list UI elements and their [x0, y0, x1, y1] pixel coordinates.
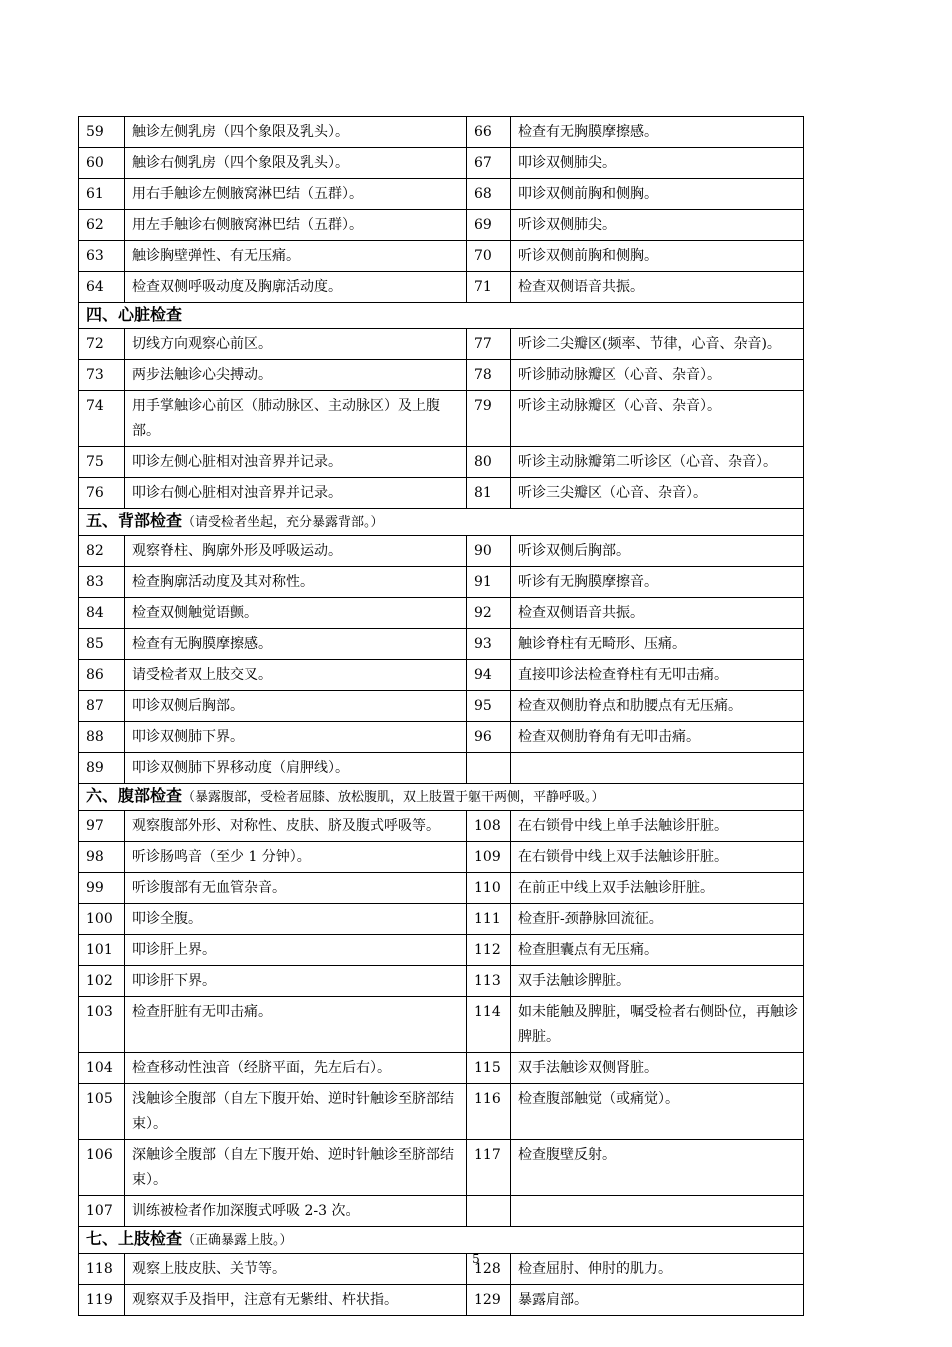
item-number: 81: [467, 478, 511, 509]
item-number: 113: [467, 966, 511, 997]
table-row: [79, 842, 804, 873]
item-number: 98: [79, 842, 125, 873]
item-text: 检查双侧触觉语颤。: [125, 598, 467, 629]
table-row: [79, 660, 804, 691]
item-number: 70: [467, 241, 511, 272]
item-text: 用左手触诊右侧腋窝淋巴结（五群）。: [125, 210, 467, 241]
item-text: 检查双侧语音共振。: [511, 598, 804, 629]
item-number: 87: [79, 691, 125, 722]
item-text: 叩诊左侧心脏相对浊音界并记录。: [125, 447, 467, 478]
table-row: [79, 360, 804, 391]
item-number: 68: [467, 179, 511, 210]
table-row: [79, 1140, 804, 1196]
item-number: 90: [467, 536, 511, 567]
item-number: 83: [79, 567, 125, 598]
item-number: 72: [79, 329, 125, 360]
item-text: 检查肝脏有无叩击痛。: [125, 997, 467, 1053]
section-header-row: [79, 1227, 804, 1254]
item-text: 直接叩诊法检查脊柱有无叩击痛。: [511, 660, 804, 691]
table-row: [79, 478, 804, 509]
section-header: [79, 784, 804, 811]
item-number: 67: [467, 148, 511, 179]
table-row: [79, 272, 804, 303]
item-text: 听诊三尖瓣区（心音、杂音）。: [511, 478, 804, 509]
item-number: 89: [79, 753, 125, 784]
item-text: 训练被检者作加深腹式呼吸 2-3 次。: [125, 1196, 467, 1227]
item-number: 119: [79, 1285, 125, 1316]
item-number: 85: [79, 629, 125, 660]
table-row: [79, 811, 804, 842]
exam-checklist-table: [78, 116, 804, 1316]
item-text: 两步法触诊心尖搏动。: [125, 360, 467, 391]
section-note: （正确暴露上肢。）: [182, 1233, 293, 1248]
item-number: 94: [467, 660, 511, 691]
item-number: 99: [79, 873, 125, 904]
item-text: 用手掌触诊心前区（肺动脉区、主动脉区）及上腹部。: [125, 391, 467, 447]
table-row: [79, 536, 804, 567]
item-number: 129: [467, 1285, 511, 1316]
item-number: 118: [79, 1254, 125, 1285]
item-number: 88: [79, 722, 125, 753]
section-header-row: [79, 509, 804, 536]
item-number: 97: [79, 811, 125, 842]
item-number: 92: [467, 598, 511, 629]
item-number: 110: [467, 873, 511, 904]
section-header-row: [79, 784, 804, 811]
item-text: 检查有无胸膜摩擦感。: [125, 629, 467, 660]
page-number: 5: [472, 1252, 480, 1266]
item-number: [467, 753, 511, 784]
item-text: 触诊右侧乳房（四个象限及乳头）。: [125, 148, 467, 179]
item-number: 107: [79, 1196, 125, 1227]
item-number: 96: [467, 722, 511, 753]
item-number: 104: [79, 1053, 125, 1084]
item-text: [511, 1196, 804, 1227]
item-number: 106: [79, 1140, 125, 1196]
item-text: 用右手触诊左侧腋窝淋巴结（五群）。: [125, 179, 467, 210]
item-text: 触诊脊柱有无畸形、压痛。: [511, 629, 804, 660]
item-text: 听诊主动脉瓣区（心音、杂音）。: [511, 391, 804, 447]
section-header-row: [79, 303, 804, 329]
item-number: 79: [467, 391, 511, 447]
item-number: 73: [79, 360, 125, 391]
item-text: 检查腹部触觉（或痛觉）。: [511, 1084, 804, 1140]
item-text: 触诊左侧乳房（四个象限及乳头）。: [125, 117, 467, 148]
item-number: 80: [467, 447, 511, 478]
item-text: 听诊有无胸膜摩擦音。: [511, 567, 804, 598]
item-text: 如未能触及脾脏，嘱受检者右侧卧位，再触诊脾脏。: [511, 997, 804, 1053]
table-row: [79, 598, 804, 629]
section-note: （请受检者坐起，充分暴露背部。）: [182, 515, 384, 530]
item-number: 86: [79, 660, 125, 691]
item-number: 78: [467, 360, 511, 391]
item-number: 71: [467, 272, 511, 303]
item-number: 95: [467, 691, 511, 722]
table-row: [79, 1053, 804, 1084]
table-row: [79, 329, 804, 360]
item-number: 82: [79, 536, 125, 567]
item-text: 观察腹部外形、对称性、皮肤、脐及腹式呼吸等。: [125, 811, 467, 842]
item-text: 检查腹壁反射。: [511, 1140, 804, 1196]
table-row: [79, 722, 804, 753]
table-row: [79, 691, 804, 722]
item-text: 叩诊双侧肺下界。: [125, 722, 467, 753]
section-header: [79, 303, 804, 329]
item-text: 听诊二尖瓣区(频率、节律，心音、杂音)。: [511, 329, 804, 360]
item-text: 双手法触诊双侧肾脏。: [511, 1053, 804, 1084]
item-text: 检查双侧呼吸动度及胸廓活动度。: [125, 272, 467, 303]
item-text: 观察双手及指甲，注意有无紫绀、杵状指。: [125, 1285, 467, 1316]
table-row: [79, 1196, 804, 1227]
table-row: [79, 966, 804, 997]
item-number: 108: [467, 811, 511, 842]
table-row: [79, 629, 804, 660]
item-text: 在前正中线上双手法触诊肝脏。: [511, 873, 804, 904]
item-text: 听诊主动脉瓣第二听诊区（心音、杂音）。: [511, 447, 804, 478]
item-number: 101: [79, 935, 125, 966]
table-row: [79, 241, 804, 272]
item-number: 61: [79, 179, 125, 210]
item-number: 117: [467, 1140, 511, 1196]
item-text: 检查移动性浊音（经脐平面，先左后右）。: [125, 1053, 467, 1084]
item-text: 在右锁骨中线上双手法触诊肝脏。: [511, 842, 804, 873]
item-text: 听诊腹部有无血管杂音。: [125, 873, 467, 904]
item-text: 请受检者双上肢交叉。: [125, 660, 467, 691]
item-text: 叩诊双侧前胸和侧胸。: [511, 179, 804, 210]
item-text: 叩诊肝下界。: [125, 966, 467, 997]
section-header: [79, 1227, 804, 1254]
table-row: [79, 935, 804, 966]
item-number: [467, 1196, 511, 1227]
item-text: 叩诊双侧肺尖。: [511, 148, 804, 179]
item-text: 观察脊柱、胸廓外形及呼吸运动。: [125, 536, 467, 567]
item-text: 切线方向观察心前区。: [125, 329, 467, 360]
item-text: 检查胆囊点有无压痛。: [511, 935, 804, 966]
section-title: 七、上肢检查: [86, 1229, 183, 1248]
table-row: [79, 391, 804, 447]
item-number: 74: [79, 391, 125, 447]
item-text: 检查双侧肋脊点和肋腰点有无压痛。: [511, 691, 804, 722]
table-row: [79, 210, 804, 241]
item-text: 检查双侧肋脊角有无叩击痛。: [511, 722, 804, 753]
item-number: 115: [467, 1053, 511, 1084]
item-text: 叩诊右侧心脏相对浊音界并记录。: [125, 478, 467, 509]
item-text: 浅触诊全腹部（自左下腹开始、逆时针触诊至脐部结束）。: [125, 1084, 467, 1140]
item-text: 听诊双侧前胸和侧胸。: [511, 241, 804, 272]
item-text: 叩诊双侧肺下界移动度（肩胛线）。: [125, 753, 467, 784]
item-text: 听诊肺动脉瓣区（心音、杂音）。: [511, 360, 804, 391]
item-number: 77: [467, 329, 511, 360]
item-number: 63: [79, 241, 125, 272]
item-number: 103: [79, 997, 125, 1053]
item-text: 听诊双侧肺尖。: [511, 210, 804, 241]
section-note: （暴露腹部，受检者屈膝、放松腹肌，双上肢置于躯干两侧，平静呼吸。）: [182, 790, 605, 805]
item-number: 91: [467, 567, 511, 598]
item-text: 叩诊全腹。: [125, 904, 467, 935]
table-row: [79, 873, 804, 904]
table-row: [79, 997, 804, 1053]
item-number: 59: [79, 117, 125, 148]
section-title: 四、心脏检查: [86, 305, 183, 324]
item-text: 深触诊全腹部（自左下腹开始、逆时针触诊至脐部结束）。: [125, 1140, 467, 1196]
table-row: [79, 753, 804, 784]
item-number: 114: [467, 997, 511, 1053]
item-number: 84: [79, 598, 125, 629]
item-number: 93: [467, 629, 511, 660]
item-text: 听诊双侧后胸部。: [511, 536, 804, 567]
section-header: [79, 509, 804, 536]
item-text: 检查肝-颈静脉回流征。: [511, 904, 804, 935]
item-number: 64: [79, 272, 125, 303]
item-number: 116: [467, 1084, 511, 1140]
item-number: 111: [467, 904, 511, 935]
item-number: 128: [467, 1254, 511, 1285]
item-number: 102: [79, 966, 125, 997]
item-text: 叩诊双侧后胸部。: [125, 691, 467, 722]
item-text: 叩诊肝上界。: [125, 935, 467, 966]
table-row: [79, 1285, 804, 1316]
table-row: [79, 447, 804, 478]
item-text: 检查屈肘、伸肘的肌力。: [511, 1254, 804, 1285]
table-row: [79, 567, 804, 598]
item-number: 75: [79, 447, 125, 478]
item-number: 112: [467, 935, 511, 966]
table-row: [79, 904, 804, 935]
section-title: 五、背部检查: [86, 511, 183, 530]
section-title: 六、腹部检查: [86, 786, 183, 805]
table-row: [79, 1084, 804, 1140]
item-text: 观察上肢皮肤、关节等。: [125, 1254, 467, 1285]
item-number: 60: [79, 148, 125, 179]
table-row: [79, 117, 804, 148]
item-number: 76: [79, 478, 125, 509]
item-number: 62: [79, 210, 125, 241]
table-row: [79, 179, 804, 210]
item-number: 100: [79, 904, 125, 935]
item-number: 69: [467, 210, 511, 241]
item-text: [511, 753, 804, 784]
item-text: 检查双侧语音共振。: [511, 272, 804, 303]
item-text: 双手法触诊脾脏。: [511, 966, 804, 997]
table-row: [79, 148, 804, 179]
item-number: 66: [467, 117, 511, 148]
item-text: 检查有无胸膜摩擦感。: [511, 117, 804, 148]
item-number: 109: [467, 842, 511, 873]
item-text: 听诊肠鸣音（至少 1 分钟）。: [125, 842, 467, 873]
item-text: 在右锁骨中线上单手法触诊肝脏。: [511, 811, 804, 842]
item-text: 暴露肩部。: [511, 1285, 804, 1316]
item-text: 触诊胸壁弹性、有无压痛。: [125, 241, 467, 272]
item-text: 检查胸廓活动度及其对称性。: [125, 567, 467, 598]
item-number: 105: [79, 1084, 125, 1140]
